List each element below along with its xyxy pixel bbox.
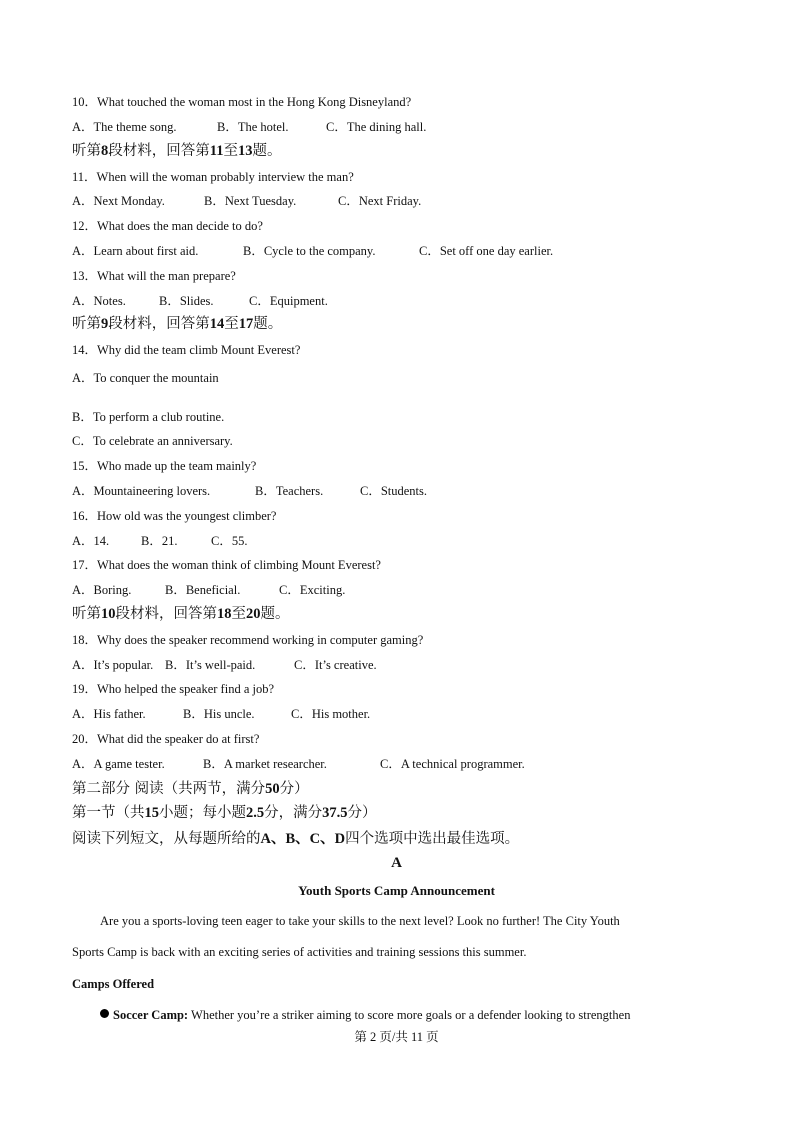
question-line: 13．What will the man prepare?	[72, 269, 236, 283]
question-line: 17．What does the woman think of climbing Mount Everest?	[72, 558, 381, 572]
bullet-dot-icon	[100, 1009, 109, 1018]
question-line: A．To conquer the mountain	[72, 371, 219, 385]
option-a: A．Next Monday.	[72, 194, 165, 208]
question-line: 18．Why does the speaker recommend working in computer gaming?	[72, 633, 424, 647]
passage-title: Youth Sports Camp Announcement	[298, 883, 495, 898]
question-line: 10．What touched the woman most in the Hong Kong Disneyland?	[72, 95, 412, 109]
option-a: A．A game tester.	[72, 757, 165, 771]
option-c: C．It’s creative.	[294, 658, 377, 672]
option-a: A．Boring.	[72, 583, 132, 597]
option-b: B．It’s well-paid.	[165, 658, 256, 672]
question-line: 11．When will the woman probably interview the man?	[72, 170, 354, 184]
option-c: C．A technical programmer.	[380, 757, 525, 771]
option-a: A．His father.	[72, 707, 146, 721]
option-b: B．Next Tuesday.	[204, 194, 297, 208]
question-line: 16．How old was the youngest climber?	[72, 509, 277, 523]
option-a: A．Mountaineering lovers.	[72, 484, 211, 498]
passage-paragraph-line-2: Sports Camp is back with an exciting series of activities and training sessions this summer.	[72, 945, 527, 959]
listening-section-heading: 听第9段材料，回答第14至17题。	[72, 316, 283, 332]
option-c: C．His mother.	[291, 707, 371, 721]
part2-title: 第二部分 阅读（共两节，满分50分）	[72, 781, 309, 797]
option-c: C．55.	[211, 534, 248, 548]
question-line: 12．What does the man decide to do?	[72, 219, 263, 233]
section1-title: 第一节（共15小题；每小题2.5分，满分37.5分）	[72, 805, 377, 821]
option-c: C．Next Friday.	[338, 194, 422, 208]
option-b: B．Slides.	[159, 294, 214, 308]
option-a: A．Learn about first aid.	[72, 244, 199, 258]
option-c: C．Students.	[360, 484, 428, 498]
camps-heading: Camps Offered	[72, 977, 155, 991]
passage-letter: A	[391, 855, 402, 871]
option-b: B．His uncle.	[183, 707, 255, 721]
option-a: A．It’s popular.	[72, 658, 154, 672]
page-footer: 第 2 页/共 11 页	[354, 1030, 439, 1044]
option-a: A．The theme song.	[72, 120, 177, 134]
option-b: B．Teachers.	[255, 484, 324, 498]
reading-instructions: 阅读下列短文，从每题所给的A、B、C、D四个选项中选出最佳选项。	[72, 831, 520, 847]
option-b: B．Cycle to the company.	[243, 244, 376, 258]
question-line: 19．Who helped the speaker find a job?	[72, 682, 275, 696]
question-line: 14．Why did the team climb Mount Everest?	[72, 343, 301, 357]
question-line: C．To celebrate an anniversary.	[72, 434, 233, 448]
bullet-label: Soccer Camp:	[113, 1008, 189, 1022]
option-b: B．The hotel.	[217, 120, 289, 134]
question-line: 15．Who made up the team mainly?	[72, 459, 257, 473]
option-c: C．Exciting.	[279, 583, 346, 597]
listening-section-heading: 听第8段材料，回答第11至13题。	[72, 143, 282, 159]
listening-section-heading: 听第10段材料，回答第18至20题。	[72, 606, 290, 622]
bullet-item-soccer	[100, 1008, 750, 1023]
option-a: A．14.	[72, 534, 110, 548]
question-line: 20．What did the speaker do at first?	[72, 732, 260, 746]
question-line: B．To perform a club routine.	[72, 410, 225, 424]
option-c: C．Equipment.	[249, 294, 328, 308]
option-b: B．Beneficial.	[165, 583, 241, 597]
option-c: C．The dining hall.	[326, 120, 427, 134]
bullet-text: Whether you’re a striker aiming to score more goals or a defender looking to strengthen	[191, 1008, 631, 1022]
passage-paragraph-line-1: Are you a sports-loving teen eager to take your skills to the next level? Look no further! The City Youth	[100, 914, 620, 928]
option-b: B．A market researcher.	[203, 757, 327, 771]
option-a: A．Notes.	[72, 294, 126, 308]
option-b: B．21.	[141, 534, 178, 548]
option-c: C．Set off one day earlier.	[419, 244, 554, 258]
